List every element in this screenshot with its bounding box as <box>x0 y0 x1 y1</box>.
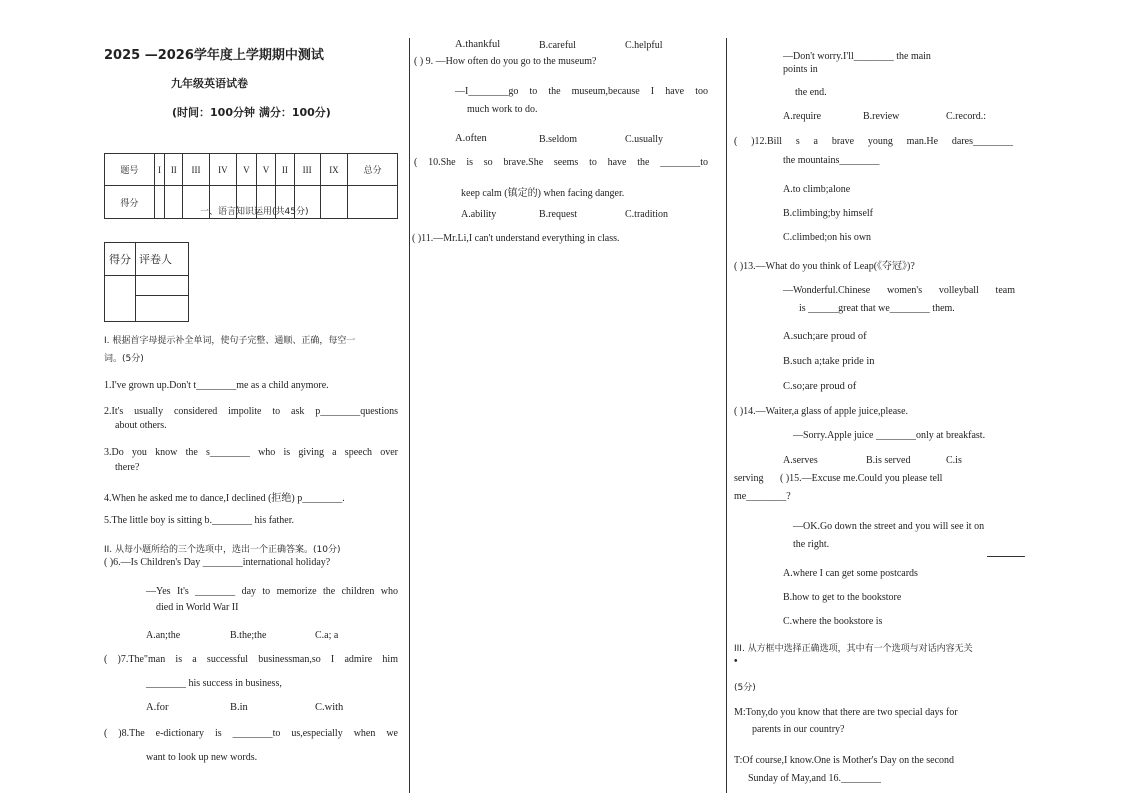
score-row-label: 得分 <box>105 186 155 219</box>
dialog-line-t1-cont: Sunday of May,and 16.________ <box>748 773 881 784</box>
q13-option-a: A.such;are proud of <box>783 331 867 342</box>
answer-blank-line <box>987 556 1025 557</box>
question-10: ( 10.She is so brave.She seems to have the ________to <box>414 157 708 168</box>
question-9: ( ) 9. —How often do you go to the museum? <box>414 56 597 67</box>
q11-option-c: C.record.: <box>946 111 986 122</box>
section-heading-overlay: 一、语言知识运用(共45分) <box>200 207 309 217</box>
question-6-dialog-cont: died in World War II <box>156 602 239 613</box>
question-12: ( )12.Bill s a brave young man.He dares________ <box>734 136 1013 147</box>
q9-option-b: B.seldom <box>539 134 578 145</box>
question-15-cont: me________? <box>734 491 791 502</box>
exam-title: 2025 —2026学年度上学期期中测试 <box>104 48 324 63</box>
q12-option-a: A.to climb;alone <box>783 184 851 195</box>
q7-option-b: B.in <box>230 702 248 713</box>
question-12-cont: the mountains________ <box>783 155 880 166</box>
score-cell[interactable] <box>348 186 398 219</box>
q10-option-a: A.ability <box>461 209 497 220</box>
q14-option-a: A.serves <box>783 455 818 466</box>
question-13-dialog: —Wonderful.Chinese women's volleyball team <box>783 285 1015 296</box>
q13-option-b: B.such a;take pride in <box>783 356 875 367</box>
q8-option-a: A.thankful <box>455 39 501 50</box>
question-7-cont: ________ his success in business, <box>146 678 282 689</box>
score-cell[interactable] <box>320 186 347 219</box>
q11-option-a: A.require <box>783 111 822 122</box>
q6-option-a: A.an;the <box>146 630 181 641</box>
question-7: ( )7.The"man is a successful businessman,so I admire him <box>104 654 398 665</box>
question-9-dialog: —I________go to the museum,because I have too <box>455 86 708 97</box>
score-cell[interactable] <box>165 186 183 219</box>
q6-option-b: B.the;the <box>230 630 267 641</box>
dialog-line-m1: M:Tony,do you know that there are two special days for <box>734 707 958 718</box>
column-divider-right <box>726 38 727 793</box>
section3-instruction: III. 从方框中选择正确选项，其中有一个选项与对话内容无关 <box>734 644 973 654</box>
score-table-header: V <box>256 154 276 186</box>
section1-instruction-cont: 词。(5分) <box>104 354 144 364</box>
q9-option-a: A.often <box>455 133 487 144</box>
question-14-dialog: —Sorry.Apple juice ________only at breakfast. <box>793 430 986 441</box>
question-3-cont: there? <box>115 462 140 473</box>
grader-score-cell[interactable] <box>105 276 136 322</box>
question-13: ( )13.—What do you think of Leap(《夺冠》)? <box>734 261 915 272</box>
q7-option-c: C.with <box>315 702 344 713</box>
q13-option-c: C.so;are proud of <box>783 381 857 392</box>
grader-name-cell[interactable] <box>136 276 189 296</box>
q7-option-a: A.for <box>146 702 169 713</box>
question-10-cont: keep calm (镇定的) when facing danger. <box>461 188 625 199</box>
question-1: 1.I've grown up.Don't t________me as a child anymore. <box>104 380 329 391</box>
question-4: 4.When he asked me to dance,I declined (拒绝) p________. <box>104 493 345 504</box>
score-table-header: II <box>165 154 183 186</box>
question-5: 5.The little boy is sitting b.________ his father. <box>104 515 294 526</box>
question-15: ( )15.—Excuse me.Could you please tell <box>780 473 943 484</box>
question-11-dialog: —Don't worry.I'll________ the main <box>783 51 931 62</box>
question-9-dialog-cont: much work to do. <box>467 104 538 115</box>
q6-option-c: C.a; a <box>315 630 339 641</box>
section2-instruction: II. 从每小题所给的三个选项中，选出一个正确答案。(10分) <box>104 545 341 555</box>
q12-option-b: B.climbing;by himself <box>783 208 873 219</box>
score-table-header: V <box>237 154 257 186</box>
score-cell[interactable] <box>154 186 164 219</box>
exam-time-info: (时间：100分钟 满分：100分) <box>172 106 331 119</box>
score-table-header: II <box>276 154 294 186</box>
q10-option-b: B.request <box>539 209 578 220</box>
question-3: 3.Do you know the s________ who is giving a speech over <box>104 447 398 458</box>
grader-table <box>104 242 189 322</box>
grader-name-label: 评卷人 <box>136 243 189 276</box>
question-8-cont: want to look up new words. <box>146 752 258 763</box>
q15-option-a: A.where I can get some postcards <box>783 568 918 579</box>
q8-option-c: C.helpful <box>625 40 663 51</box>
score-table-header: I <box>154 154 164 186</box>
score-table-header: 总分 <box>348 154 398 186</box>
bullet-dot: • <box>734 656 738 667</box>
section1-instruction: I. 根据首字母提示补全单词，使句子完整、通顺、正确，每空一 <box>104 336 356 346</box>
column-divider-left <box>409 38 410 793</box>
q9-option-c: C.usually <box>625 134 664 145</box>
q14-option-b: B.is served <box>866 455 911 466</box>
question-14: ( )14.—Waiter,a glass of apple juice,please. <box>734 406 909 417</box>
grader-score-label: 得分 <box>105 243 136 276</box>
q15-option-c: C.where the bookstore is <box>783 616 883 627</box>
question-2: 2.It's usually considered impolite to ask p________questions <box>104 406 398 417</box>
question-6: ( )6.—Is Children's Day ________international holiday? <box>104 557 331 568</box>
score-table-header: IV <box>209 154 236 186</box>
question-15-dialog-cont: the right. <box>793 539 830 550</box>
score-table-header: 题号 <box>105 154 155 186</box>
question-11-dialog-end: the end. <box>795 87 827 98</box>
question-11-dialog-cont: points in <box>783 64 818 75</box>
score-table-header: IX <box>320 154 347 186</box>
dialog-line-t1: T:Of course,I know.One is Mother's Day on the second <box>734 755 955 766</box>
question-13-dialog-cont: is ______great that we________ them. <box>799 303 955 314</box>
q8-option-b: B.careful <box>539 40 576 51</box>
q15-option-b: B.how to get to the bookstore <box>783 592 902 603</box>
q10-option-c: C.tradition <box>625 209 669 220</box>
section3-points: (5分) <box>734 683 756 693</box>
question-8: ( )8.The e-dictionary is ________to us,especially when we <box>104 728 398 739</box>
exam-subtitle: 九年级英语试卷 <box>171 77 248 90</box>
score-table-header: III <box>294 154 320 186</box>
q14-option-c-cont: serving <box>734 473 764 484</box>
dialog-line-m1-cont: parents in our country? <box>752 724 845 735</box>
grader-name-cell[interactable] <box>136 296 189 322</box>
q14-option-c: C.is <box>946 455 962 466</box>
question-11: ( )11.—Mr.Li,I can't understand everything in class. <box>412 233 620 244</box>
score-table-header: III <box>183 154 209 186</box>
question-2-cont: about others. <box>115 420 167 431</box>
q12-option-c: C.climbed;on his own <box>783 232 872 243</box>
q11-option-b: B.review <box>863 111 900 122</box>
question-15-dialog: —OK.Go down the street and you will see it on <box>793 521 985 532</box>
question-6-dialog: —Yes It's ________ day to memorize the children who <box>146 586 398 597</box>
